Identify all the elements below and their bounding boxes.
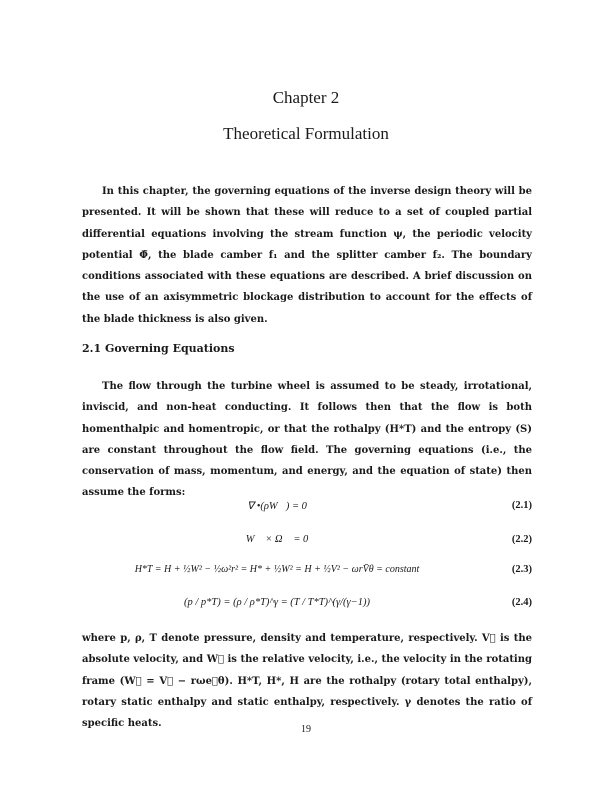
equation-number: (2.1) [511, 500, 532, 511]
equation-number: (2.3) [511, 564, 532, 575]
section-heading: 2.1 Governing Equations [82, 342, 235, 355]
chapter-number: Chapter 2 [272, 88, 340, 107]
equation-number: (2.4) [511, 597, 532, 608]
definitions-paragraph [82, 628, 532, 734]
definitions-text: where p, ρ, T denote pressure, density and temperature, respectively. V⃗ is the absolute velocity, and W⃗ is the relative velocity, i.e., the velocity in the rotating frame (W⃗ = V⃗ − rωe⃗θ). H*T, H*, H are the rothalpy (rotary total enthalpy), rotary static enthalpy and static enthalpy, respectively. γ denotes the ratio of specific heats. [82, 633, 532, 730]
equation-2-4: (p / p*T) = (ρ / ρ*T)^γ = (T / T*T)^(γ/(γ−1)) [183, 597, 370, 608]
governing-paragraph [82, 376, 532, 504]
intro-text: In this chapter, the governing equations of the inverse design theory will be presented. It will be shown that these will reduce to a set of coupled partial differential equations involving the stream function ψ, the periodic velocity potential Φ̃, the blade camber f₁ and the splitter camber f₂. The boundary conditions associated with these equations are described. A brief discussion on the use of an axisymmetric blockage distribution to account for the effects of the blade thickness is also given. [82, 186, 532, 325]
equation-2-2: W⃗ × Ω⃗ = 0 [245, 534, 309, 545]
equation-2-1: ∇ •(ρW⃗) = 0 [247, 501, 307, 512]
equation-row [82, 562, 532, 584]
equation-number: (2.2) [511, 534, 532, 545]
chapter-title: Theoretical Formulation [223, 124, 389, 143]
equation-2-3: H*T = H + ½W² − ½ω²r² = H* + ½W² = H + ½V² − ωrV̄θ = constant [134, 564, 420, 575]
page-number: 19 [301, 724, 311, 735]
equation-row [82, 532, 532, 554]
governing-text: The flow through the turbine wheel is assumed to be steady, irrotational, inviscid, and non-heat conducting. It follows then that the flow is both homenthalpic and homentropic, or that the rothalpy (H*T) and the entropy (S) are constant throughout the flow field. The governing equations (i.e., the conservation of mass, momentum, and energy, and the equation of state) then assume the forms: [82, 381, 532, 499]
equation-row [82, 595, 532, 617]
equation-row [82, 498, 532, 520]
intro-paragraph [82, 181, 532, 330]
